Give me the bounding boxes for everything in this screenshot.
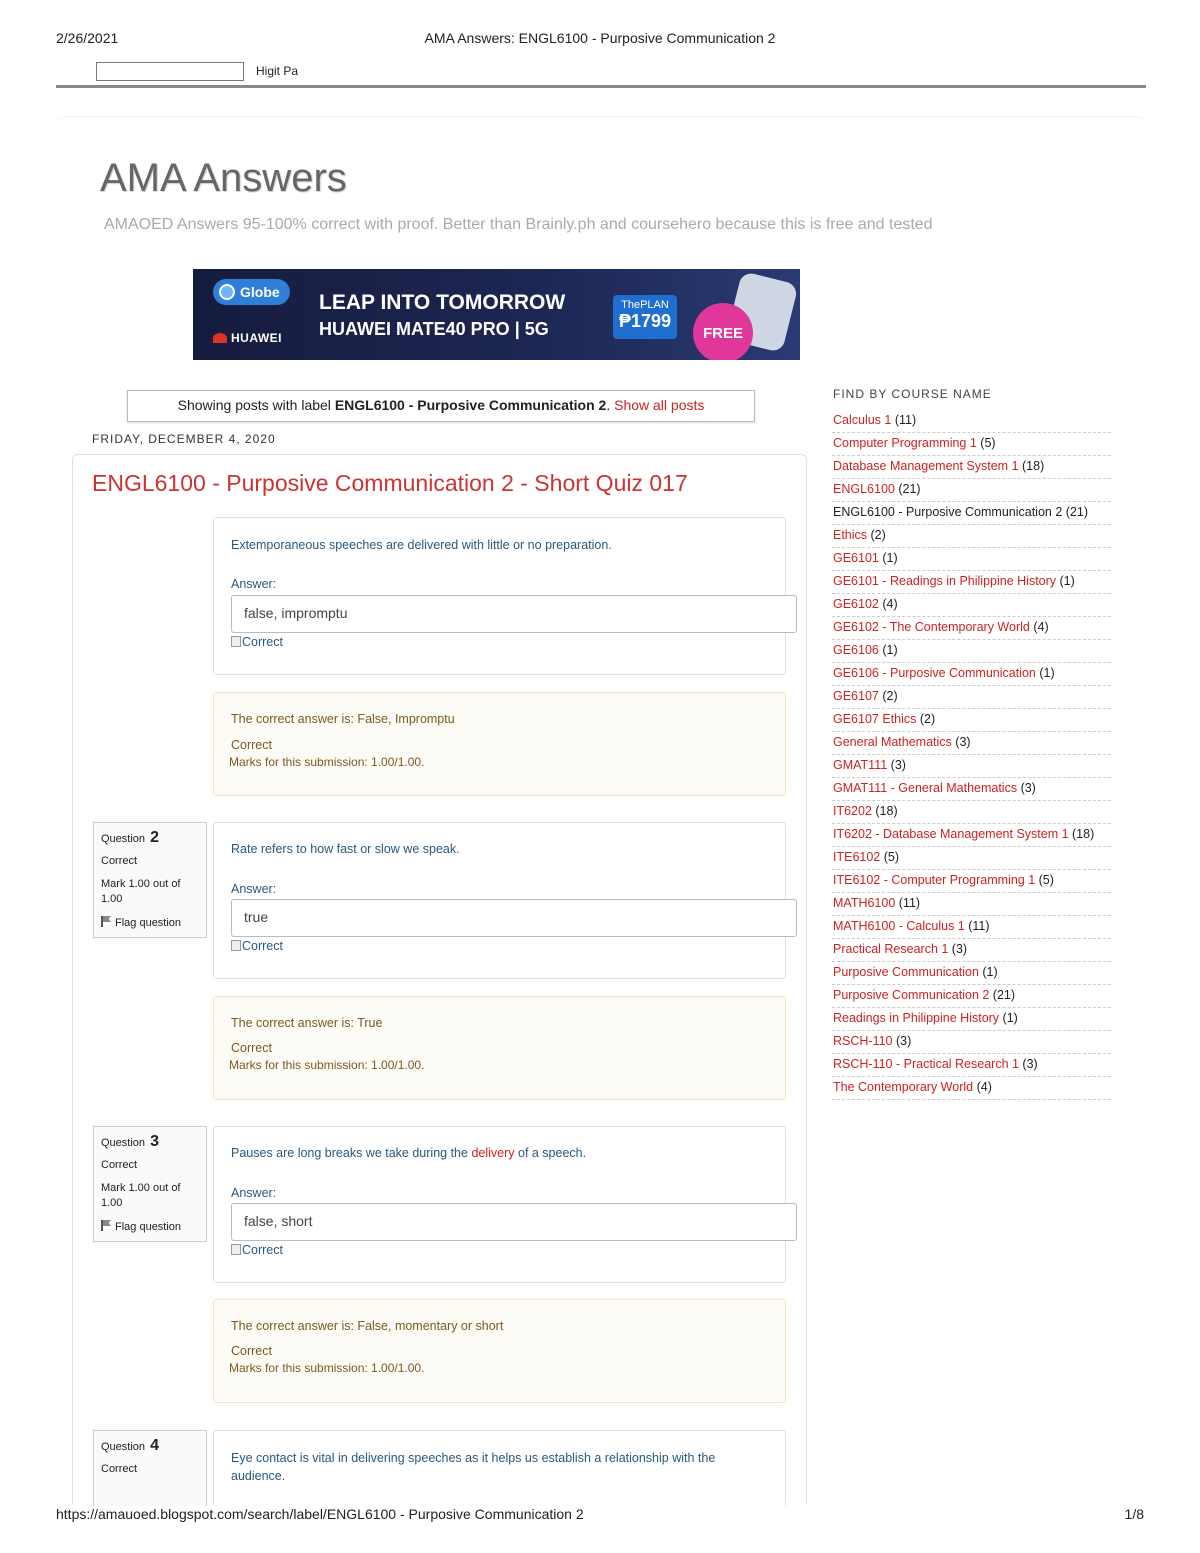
feedback-box — [213, 692, 786, 796]
page-number: 1/8 — [1124, 1506, 1144, 1522]
sidebar-label-link[interactable]: IT6202 — [833, 804, 872, 818]
sidebar-label-count: (5) — [976, 436, 996, 450]
sidebar-label-count: (3) — [887, 758, 906, 772]
answer-label: Answer: — [231, 577, 277, 591]
sidebar-label-count: (1) — [1035, 666, 1055, 680]
sidebar-label-item[interactable] — [832, 939, 1111, 962]
flag-question-label: Flag question — [115, 1221, 182, 1233]
sidebar-label-link[interactable]: Ethics — [833, 528, 868, 542]
question-number-value: 3 — [150, 1133, 159, 1150]
divider — [56, 85, 1146, 88]
label-suffix: . — [606, 397, 615, 413]
sidebar-label-item[interactable] — [832, 962, 1111, 985]
label-prefix: Showing posts with label — [177, 397, 335, 413]
sidebar-label-link[interactable]: GE6102 - The Contemporary World — [833, 620, 1030, 634]
sidebar-label-item[interactable] — [832, 1031, 1111, 1054]
question-number-value: 4 — [150, 1437, 159, 1454]
delivery-link[interactable]: delivery — [471, 1146, 515, 1160]
ad-plan-badge — [613, 295, 677, 339]
sidebar-label-item[interactable] — [832, 709, 1111, 732]
correct-icon — [231, 1243, 283, 1257]
sidebar-label-count: (4) — [1029, 620, 1049, 634]
question-text: Extemporaneous speeches are delivered with little or no preparation. — [231, 538, 612, 552]
search-input[interactable] — [96, 62, 244, 81]
print-footer — [56, 1506, 1144, 1526]
grading-details: Marks for this submission: 1.00/1.00. — [229, 755, 425, 769]
sidebar-label-count: (1) — [878, 643, 898, 657]
sidebar-label-link[interactable]: RSCH-110 - Practical Research 1 — [833, 1057, 1019, 1071]
sidebar-label-link[interactable]: GMAT111 — [833, 758, 888, 772]
label-list — [832, 410, 1111, 1100]
sidebar-label-item[interactable] — [832, 755, 1111, 778]
correct-icon-alt: Correct — [242, 1243, 283, 1257]
correct-icon-alt: Correct — [242, 939, 283, 953]
ad-plan-label: ThePLAN — [621, 299, 669, 311]
sidebar-label-item[interactable] — [832, 456, 1111, 479]
question-info-label: Question — [101, 833, 146, 845]
huawei-label: HUAWEI — [231, 331, 282, 345]
blog-title[interactable]: AMA Answers — [100, 156, 347, 200]
post-title[interactable]: ENGL6100 - Purposive Communication 2 - Short Quiz 017 — [92, 470, 688, 496]
sidebar-label-link[interactable]: Purposive Communication 2 — [833, 988, 990, 1002]
sidebar-label-count: (18) — [1068, 827, 1095, 841]
question-state: Correct — [101, 1159, 138, 1171]
sidebar-label-link[interactable]: GE6106 — [833, 643, 879, 657]
ad-subline: HUAWEI MATE40 PRO | 5G — [319, 319, 549, 339]
sidebar-label-link[interactable]: MATH6100 - Calculus 1 — [833, 919, 965, 933]
sidebar-label-link[interactable]: GE6107 Ethics — [833, 712, 917, 726]
question-grade: Mark 1.00 out of 1.00 — [101, 1182, 181, 1209]
sidebar-label-item[interactable] — [832, 686, 1111, 709]
sidebar-label-item[interactable] — [832, 985, 1111, 1008]
sidebar-label-count: (2) — [878, 689, 898, 703]
question-state: Correct — [101, 1463, 138, 1475]
label-name: ENGL6100 - Purposive Communication 2 — [334, 397, 607, 413]
grade-status: Correct — [231, 1344, 272, 1358]
sidebar-label-link[interactable]: MATH6100 — [833, 896, 896, 910]
answer-field[interactable]: false, impromptu — [231, 595, 797, 633]
right-answer: The correct answer is: False, momentary or short — [231, 1319, 504, 1333]
sidebar-label-link[interactable]: IT6202 - Database Management System 1 — [833, 827, 1069, 841]
sidebar-label-link[interactable]: RSCH-110 — [833, 1034, 893, 1048]
sidebar-label-count: (3) — [892, 1034, 912, 1048]
sidebar-label-item[interactable] — [832, 640, 1111, 663]
sidebar-label-item[interactable] — [832, 525, 1111, 548]
ad-free-badge: FREE — [693, 303, 753, 360]
ad-headline: LEAP INTO TOMORROW — [319, 291, 566, 314]
sidebar-label-item[interactable] — [832, 801, 1111, 824]
show-all-posts-link[interactable]: Show all posts — [614, 397, 705, 413]
sidebar-label-link[interactable]: Readings in Philippine History — [833, 1011, 1000, 1025]
answer-label: Answer: — [231, 882, 277, 896]
answer-field[interactable]: true — [231, 899, 797, 937]
feedback-box — [213, 1299, 786, 1403]
question-text — [231, 1146, 586, 1160]
sidebar-label-link[interactable]: Database Management System 1 — [833, 459, 1019, 473]
sidebar-label-link[interactable]: ENGL6100 - Purposive Communication 2 — [833, 505, 1063, 519]
broken-image-icon — [231, 940, 241, 951]
question-info-label: Question — [101, 1137, 146, 1149]
answer-field[interactable]: false, short — [231, 1203, 797, 1241]
question-state: Correct — [101, 855, 138, 867]
grade-status: Correct — [231, 1041, 272, 1055]
question-info — [93, 1126, 207, 1242]
ad-banner[interactable] — [193, 269, 800, 360]
sidebar-label-count: (4) — [878, 597, 898, 611]
sidebar-label-link[interactable]: The Contemporary World — [833, 1080, 974, 1094]
sidebar-label-count: (3) — [951, 735, 971, 749]
sidebar-label-link[interactable]: GE6102 — [833, 597, 879, 611]
sidebar-label-count: (1) — [999, 1011, 1018, 1025]
sidebar-label-count: (4) — [973, 1080, 992, 1094]
answer-label: Answer: — [231, 1186, 277, 1200]
sidebar-label-count: (2) — [916, 712, 936, 726]
sidebar-label-count: (2) — [867, 528, 886, 542]
sidebar-label-count: (11) — [891, 413, 917, 427]
sidebar-label-link[interactable]: GE6106 - Purposive Communication — [833, 666, 1036, 680]
sidebar-label-item[interactable] — [832, 870, 1111, 893]
sidebar-label-link[interactable]: Computer Programming 1 — [833, 436, 977, 450]
feedback-box — [213, 996, 786, 1100]
sidebar-label-count: (11) — [964, 919, 990, 933]
sidebar-label-link[interactable]: GE6101 — [833, 551, 879, 565]
globe-icon — [219, 284, 235, 300]
correct-icon — [231, 939, 283, 953]
right-answer: The correct answer is: False, Impromptu — [231, 712, 455, 726]
question-info — [93, 822, 207, 938]
sidebar-label-link[interactable]: Purposive Communication — [833, 965, 979, 979]
sidebar-label-link[interactable]: ITE6102 — [833, 850, 881, 864]
sidebar-label-item[interactable] — [832, 847, 1111, 870]
sidebar-label-item[interactable] — [832, 893, 1111, 916]
blog-description: AMAOED Answers 95-100% correct with proof. Better than Brainly.ph and coursehero because this is free and tested — [104, 216, 933, 233]
question-text: Eye contact is vital in delivering speeches as it helps us establish a relationship with the audience. — [231, 1451, 716, 1483]
flag-question-label: Flag question — [115, 917, 182, 929]
label-status-bar — [127, 390, 755, 422]
sidebar-label-link[interactable]: GE6101 - Readings in Philippine History — [833, 574, 1057, 588]
question-box — [213, 1126, 786, 1283]
sidebar-label-link[interactable]: GE6107 — [833, 689, 879, 703]
right-answer: The correct answer is: True — [231, 1016, 383, 1030]
print-header — [56, 30, 1144, 50]
sidebar-label-item[interactable] — [832, 663, 1111, 686]
sidebar-label-count: (18) — [1018, 459, 1045, 473]
globe-label: Globe — [240, 284, 280, 300]
sidebar-title: FIND BY COURSE NAME — [833, 387, 992, 401]
sidebar-label-item[interactable] — [832, 433, 1111, 456]
sidebar-label-link[interactable]: Calculus 1 — [833, 413, 892, 427]
sidebar-label-count: (21) — [894, 482, 921, 496]
sidebar-label-item[interactable] — [832, 916, 1111, 939]
sidebar-label-link[interactable]: Practical Research 1 — [833, 942, 949, 956]
question-info — [93, 1430, 207, 1506]
flag-icon — [101, 916, 111, 927]
sidebar-label-item[interactable] — [832, 502, 1111, 525]
sidebar-label-item[interactable] — [832, 548, 1111, 571]
correct-icon — [231, 635, 283, 649]
sidebar-label-count: (18) — [871, 804, 898, 818]
question-grade: Mark 1.00 out of 1.00 — [101, 878, 181, 905]
question-number — [101, 829, 159, 847]
print-url: https://amauoed.blogspot.com/search/label/ENGL6100 - Purposive Communication 2 — [56, 1506, 584, 1522]
grade-status: Correct — [231, 738, 272, 752]
sidebar-label-count: (3) — [1018, 1057, 1038, 1071]
globe-logo — [213, 279, 290, 305]
grading-details: Marks for this submission: 1.00/1.00. — [229, 1361, 425, 1375]
more-link[interactable]: Higit Pa — [256, 64, 299, 78]
question-info-label: Question — [101, 1441, 146, 1453]
print-title: AMA Answers: ENGL6100 - Purposive Communication 2 — [424, 30, 776, 46]
sidebar-label-count: (3) — [948, 942, 968, 956]
sidebar-label-link[interactable]: General Mathematics — [833, 735, 952, 749]
question-text: Rate refers to how fast or slow we speak. — [231, 842, 460, 856]
huawei-icon — [213, 333, 227, 343]
sidebar-label-item[interactable] — [832, 571, 1111, 594]
question-text-before: Pauses are long breaks we take during the — [231, 1146, 472, 1160]
sidebar-label-count: (1) — [978, 965, 998, 979]
question-box — [213, 517, 786, 675]
sidebar-label-count: (5) — [1035, 873, 1054, 887]
flag-icon — [101, 1220, 111, 1231]
question-number — [101, 1437, 159, 1455]
flag-question-button[interactable] — [101, 1220, 181, 1233]
sidebar-label-item[interactable] — [832, 617, 1111, 640]
sidebar-label-item[interactable] — [832, 824, 1111, 847]
sidebar-label-count: (21) — [1062, 505, 1088, 519]
sidebar-label-link[interactable]: ITE6102 - Computer Programming 1 — [833, 873, 1036, 887]
sidebar-label-item[interactable] — [832, 778, 1111, 801]
sidebar-label-item[interactable] — [832, 479, 1111, 502]
question-box — [213, 822, 786, 979]
sidebar-label-link[interactable]: ENGL6100 — [833, 482, 895, 496]
print-date: 2/26/2021 — [56, 30, 119, 46]
question-number-value: 2 — [150, 829, 159, 846]
post-date-header: FRIDAY, DECEMBER 4, 2020 — [92, 432, 276, 446]
sidebar-label-item[interactable] — [832, 1077, 1111, 1100]
sidebar-label-link[interactable]: GMAT111 - General Mathematics — [833, 781, 1018, 795]
sidebar-label-count: (5) — [880, 850, 900, 864]
sidebar-label-item[interactable] — [832, 1008, 1111, 1031]
flag-question-button[interactable] — [101, 916, 181, 929]
sidebar-label-item[interactable] — [832, 1054, 1111, 1077]
grading-details: Marks for this submission: 1.00/1.00. — [229, 1058, 425, 1072]
ad-plan-price: ₱1799 — [618, 311, 672, 331]
sidebar-label-item[interactable] — [832, 732, 1111, 755]
sidebar-label-count: (1) — [878, 551, 898, 565]
broken-image-icon — [231, 1244, 241, 1255]
broken-image-icon — [231, 636, 241, 647]
huawei-logo — [213, 331, 282, 345]
question-box — [213, 1430, 786, 1506]
correct-icon-alt: Correct — [242, 635, 283, 649]
question-text-after: of a speech. — [514, 1146, 587, 1160]
sidebar-label-item[interactable] — [832, 410, 1111, 433]
sidebar-label-count: (21) — [989, 988, 1016, 1002]
sidebar-label-item[interactable] — [832, 594, 1111, 617]
sidebar-label-count: (1) — [1056, 574, 1075, 588]
sidebar-label-count: (3) — [1017, 781, 1036, 795]
sidebar-label-count: (11) — [895, 896, 921, 910]
question-number — [101, 1133, 159, 1151]
